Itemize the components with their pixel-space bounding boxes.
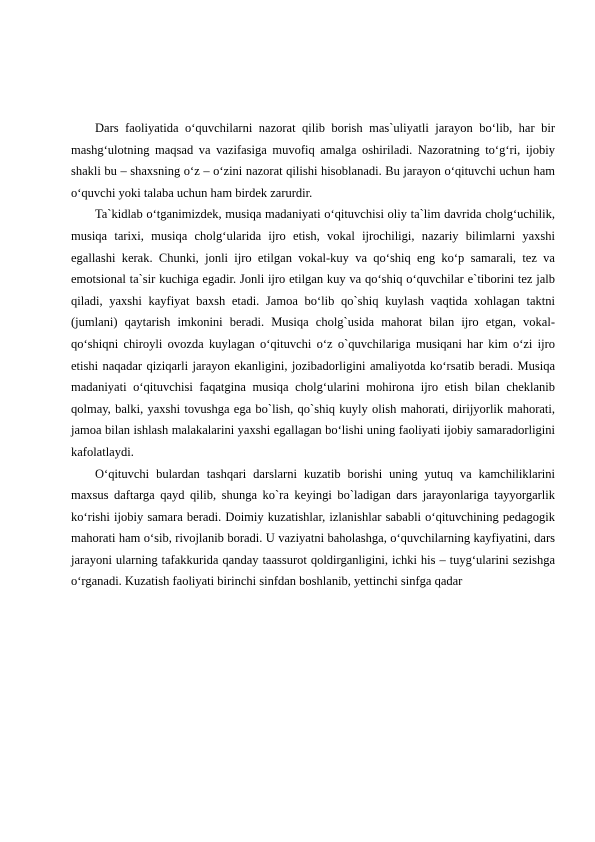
paragraph: Ta`kidlab o‘tganimizdek, musiqa madaniyati o‘qituvchisi oliy ta`lim davrida cholg‘uchilik, musiqa tarixi, musiqa cholg‘ularida ijro etish, vokal ijrochiligi, nazariy bilimlarni yaxshi egallashi kerak. Chunki, jonli ijro etilgan vokal-kuy va qo‘shiq eng ko‘p samarali, tez va emotsional ta`sir kuchiga egadir. Jonli ijro etilgan kuy va qo‘shiq o‘quvchilar e`tiborini tez jalb qiladi, yaxshi kayfiyat baxsh etadi. Jamoa bo‘lib qo`shiq kuylash vaqtida xohlagan taktni (jumlani) qaytarish imkonini beradi. Musiqa cholg`usida mahorat bilan ijro etgan, vokal-qo‘shiqni chiroyli ovozda kuylagan o‘qituvchi o‘z o`quvchilariga musiqani har kim o‘zi ijro etishi naqadar qiziqarli jarayon ekanligini, jozibadorligini amaliyotda ko‘rsatib beradi. Musiqa madaniyati o‘qituvchisi faqatgina musiqa cholg‘ularini mohirona ijro etish bilan cheklanib qolmay, balki, yaxshi tovushga ega bo`lish, qo`shiq kuyly olish mahorati, dirijyorlik mahorati, jamoa bilan ishlash malakalarini yaxshi egallagan bo‘lishi uning faoliyati ijobiy samaradorligini kafolatlaydi. xyxy=(71,207,555,459)
paragraph: O‘qituvchi bulardan tashqari darslarni kuzatib borishi uning yutuq va kamchiliklarini maxsus daftarga qayd qilib, shunga ko`ra keyingi bo`ladigan dars jarayonlariga tayyorgarlik ko‘rishi ijobiy samara beradi. Doimiy kuzatishlar, izlanishlar sababli o‘qituvchining pedagogik mahorati ham o‘sib, rivojlanib boradi. U vaziyatni baholashga, o‘quvchilarning kayfiyatini, dars jarayoni ularning tafakkurida qanday taassurot qoldirganligini, ichki his – tuyg‘ularini sezishga o‘rganadi. Kuzatish faoliyati birinchi sinfdan boshlanib, yettinchi sinfga qadar xyxy=(71,466,555,589)
paragraph: Dars faoliyatida o‘quvchilarni nazorat qilib borish mas`uliyatli jarayon bo‘lib, har bir mashg‘ulotning maqsad va vazifasiga muvofiq amalga oshiriladi. Nazoratning to‘g‘ri, ijobiy shakli bu – shaxsning o‘z – o‘zini nazorat qilishi hisoblanadi. Bu jarayon o‘qituvchi uchun ham o‘quvchi yoki talaba uchun ham birdek zarurdir. xyxy=(71,121,555,200)
document-page xyxy=(71,118,555,593)
